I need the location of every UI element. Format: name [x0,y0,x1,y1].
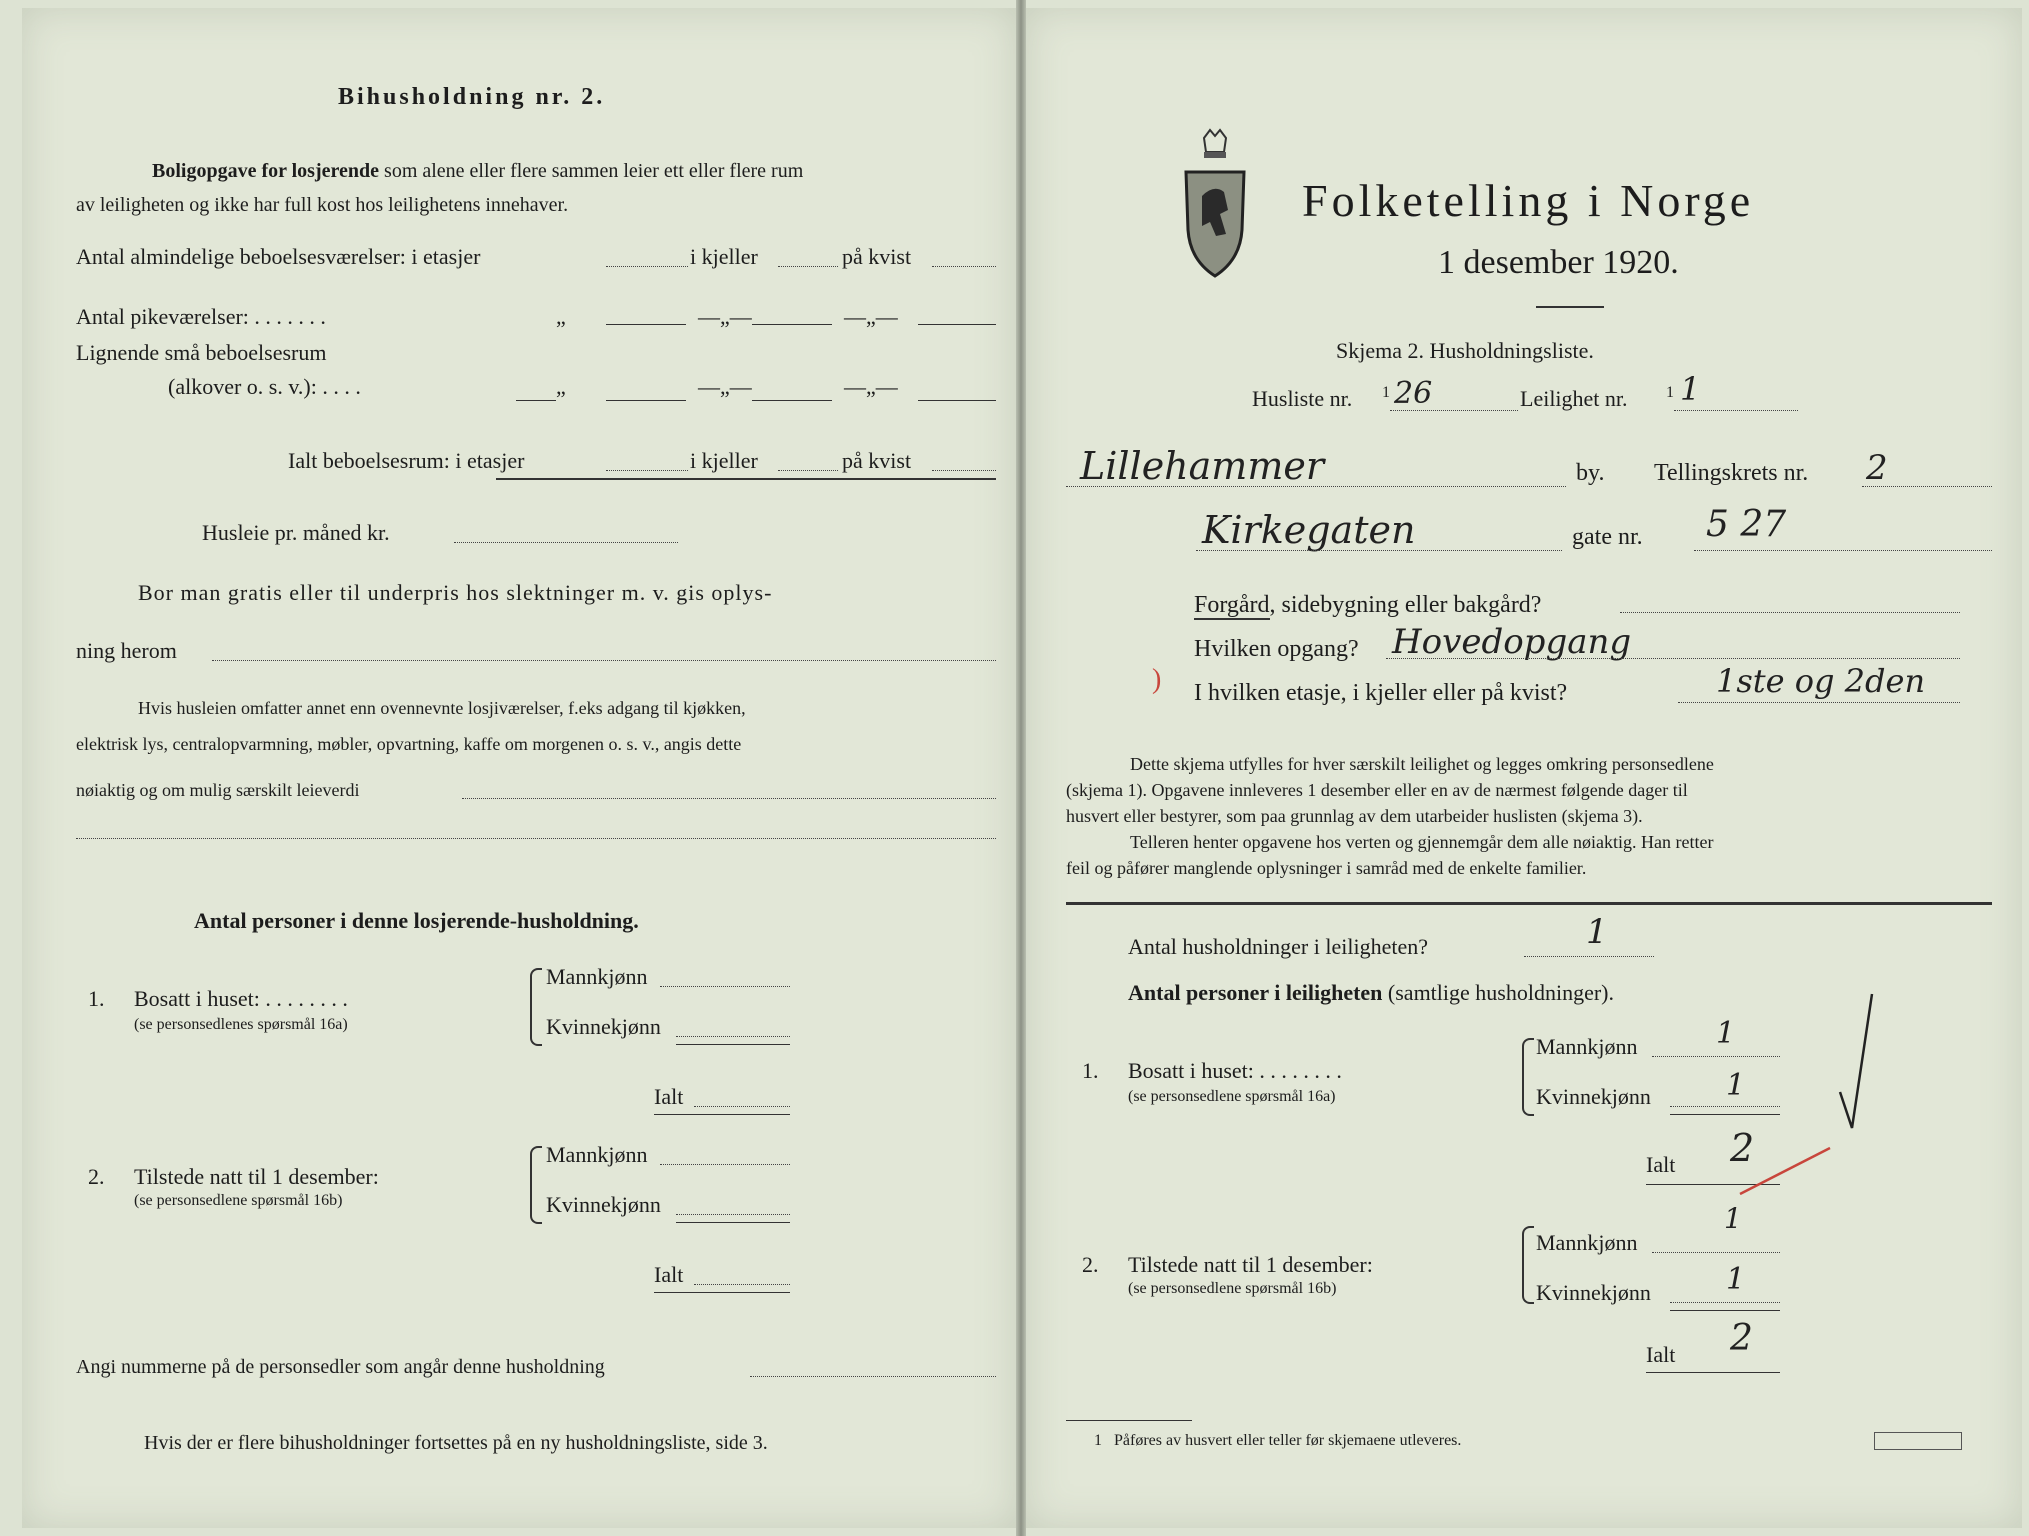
left-q1-female-field[interactable] [676,1036,790,1037]
instructions-line-4: Telleren henter opgavene hos verten og gjennemgår dem alle nøiaktig. Han retter [1130,832,1714,852]
total-etasjer-field[interactable] [606,470,688,471]
right-q1-female-field[interactable] [1670,1106,1780,1107]
right-q2-number: 2. [1082,1252,1099,1277]
left-q1-number: 1. [88,986,105,1011]
small-attic-field[interactable] [918,400,996,401]
right-q2-sub: (se personsedlene spørsmål 16b) [1128,1280,1337,1297]
right-q1-brace [1522,1038,1534,1116]
small-cellar-field[interactable] [752,400,832,401]
total-rooms-label: Ialt beboelsesrum: i etasjer [288,448,525,473]
maid-rooms-label: Antal pikeværelser: . . . . . . . [76,304,326,329]
rooms-label: Antal almindelige beboelsesværelser: i etasjer [76,244,481,269]
right-page [1026,8,2022,1528]
entrance-label: Hvilken opgang? [1194,636,1359,662]
total-underline [496,478,996,480]
red-correction-mark [1736,1142,1836,1202]
footnote-number: 1 [1094,1432,1102,1449]
yard-underline-mark [1194,618,1270,620]
right-q1-sum-line [1670,1114,1780,1115]
left-q1-male-field[interactable] [660,986,790,987]
footnote-mark: 1 [1666,384,1674,401]
right-q1-label: Bosatt i huset: . . . . . . . . [1128,1058,1342,1083]
ditto-mark: „ [556,374,566,399]
right-q2-total-value: 2 [1730,1318,1753,1359]
small-rooms-lead [516,400,556,401]
instructions-line-2: (skjema 1). Opgavene innleveres 1 desember eller en av de nærmest følgende dager til [1066,780,1688,800]
right-q1-male-field[interactable] [1652,1056,1780,1057]
continue-note: Hvis der er flere bihusholdninger fortsettes på en ny husholdningsliste, side 3. [144,1432,768,1454]
city-value: Lillehammer [1080,444,1325,488]
left-q2-brace [530,1146,542,1224]
rent-note-1: Hvis husleien omfatter annet enn ovennevnte losjiværelser, f.eks adgang til kjøkken, [138,698,746,718]
leilighet-label: Leilighet nr. [1520,386,1628,411]
check-mark-icon [1836,988,1876,1138]
husliste-label: Husliste nr. [1252,386,1353,411]
ditto-dash: —„— [698,304,752,329]
ditto-dash: —„— [844,304,898,329]
rent-note-3: nøiaktig og om mulig særskilt leieverdi [76,780,360,800]
rent-field[interactable] [454,542,678,543]
left-q2-total-field[interactable] [694,1284,790,1285]
floor-label: I hvilken etasje, i kjeller eller på kvist? [1194,680,1568,706]
instructions-line-1: Dette skjema utfylles for hver særskilt leilighet og legges omkring personsedlene [1130,754,1714,774]
ditto-mark: „ [556,304,566,329]
maid-attic-field[interactable] [918,324,996,325]
numbers-field[interactable] [750,1376,996,1377]
krets-label: Tellingskrets nr. [1654,460,1809,486]
street-value: Kirkegaten [1202,508,1416,552]
floor-value: 1ste og 2den [1716,662,1926,700]
instructions-rule [1066,902,1992,905]
households-value: 1 [1586,912,1608,952]
rent-value-field[interactable] [462,798,996,799]
left-q2-female-field[interactable] [676,1214,790,1215]
footnote-rule [1066,1420,1192,1421]
right-title: Folketelling i Norge [1302,175,1755,226]
left-page [22,8,1016,1528]
intro-line-2: av leiligheten og ikke har full kost hos leilighetens innehaver. [76,194,569,216]
red-tick-mark: ) [1152,664,1162,695]
left-q2-sub: (se personsedlene spørsmål 16b) [134,1192,343,1209]
numbers-label: Angi nummerne på de personsedler som angår denne husholdning [76,1356,605,1378]
street-field[interactable] [1196,550,1562,551]
right-q1-male-value: 1 [1716,1016,1736,1051]
households-label: Antal husholdninger i leiligheten? [1128,934,1428,959]
rooms-attic-label: på kvist [842,244,912,269]
left-q1-sum-line [676,1044,790,1045]
left-q2-total-label: Ialt [654,1262,684,1287]
husliste-field[interactable] [1390,410,1518,411]
right-q1-male-label: Mannkjønn [1536,1034,1638,1059]
left-title: Bihusholdning nr. 2. [338,84,606,110]
gate-value: 5 27 [1706,504,1787,545]
rooms-attic-field[interactable] [932,266,996,267]
left-q2-female-label: Kvinnekjønn [546,1192,661,1217]
right-q1-female-label: Kvinnekjønn [1536,1084,1651,1109]
free-text-1: Bor man gratis eller til underpris hos slektninger m. v. gis oplys- [138,580,773,605]
left-q1-total-label: Ialt [654,1084,684,1109]
footnote-mark: 1 [1382,384,1390,401]
leilighet-field[interactable] [1674,410,1798,411]
left-q1-male-label: Mannkjønn [546,964,648,989]
total-cellar-field[interactable] [778,470,838,471]
right-q2-male-value: 1 [1724,1202,1742,1235]
rent-label: Husleie pr. måned kr. [202,520,390,545]
krets-field[interactable] [1862,486,1992,487]
free-field[interactable] [212,660,996,661]
footnote-text: Påføres av husvert eller teller før skjemaene utleveres. [1114,1432,1462,1449]
right-q2-label: Tilstede natt til 1 desember: [1128,1252,1373,1277]
entrance-field[interactable] [1386,658,1960,659]
households-field[interactable] [1524,956,1654,957]
small-etasjer-field[interactable] [606,400,686,401]
left-q1-brace [530,968,542,1046]
left-q1-sub: (se personsedlenes spørsmål 16a) [134,1016,348,1033]
small-rooms-label-2: (alkover o. s. v.): . . . . [168,374,361,399]
right-q2-sum-line [1670,1310,1780,1311]
right-q1-total-label: Ialt [1646,1152,1676,1177]
rooms-cellar-field[interactable] [778,266,838,267]
right-q1-number: 1. [1082,1058,1099,1083]
left-q2-label: Tilstede natt til 1 desember: [134,1164,379,1189]
left-persons-heading: Antal personer i denne losjerende-husholdning. [194,908,639,933]
right-q2-total-label: Ialt [1646,1342,1676,1367]
maid-etasjer-field[interactable] [606,324,686,325]
leilighet-value: 1 [1680,370,1701,408]
total-attic-label: på kvist [842,448,912,473]
gate-label: gate nr. [1572,524,1643,550]
left-q1-female-label: Kvinnekjønn [546,1014,661,1039]
left-q2-male-label: Mannkjønn [546,1142,648,1167]
title-rule [1536,306,1604,308]
rooms-etasjer-field[interactable] [606,266,688,267]
free-text-2: ning herom [76,638,177,663]
printer-stamp [1874,1432,1962,1450]
total-attic-field[interactable] [932,470,996,471]
gate-field[interactable] [1694,550,1992,551]
left-q2-male-field[interactable] [660,1164,790,1165]
krets-value: 2 [1866,448,1888,488]
schema-label: Skjema 2. Husholdningsliste. [1336,338,1594,363]
intro-line-1: Boligopgave for losjerende som alene eller flere sammen leier ett eller flere rum [152,160,804,182]
right-q2-male-label: Mannkjønn [1536,1230,1638,1255]
rent-extra-field[interactable] [76,838,996,839]
right-q1-sub: (se personsedlene spørsmål 16a) [1128,1088,1336,1105]
maid-cellar-field[interactable] [752,324,832,325]
ditto-dash: —„— [844,374,898,399]
left-q1-label: Bosatt i huset: . . . . . . . . [134,986,348,1011]
rooms-cellar-label: i kjeller [690,244,758,269]
right-q2-female-label: Kvinnekjønn [1536,1280,1651,1305]
left-q1-total-field[interactable] [694,1106,790,1107]
left-q2-total-underline [654,1292,790,1293]
right-persons-heading: Antal personer i leiligheten (samtlige husholdninger). [1128,980,1614,1005]
left-q2-number: 2. [88,1164,105,1189]
city-field[interactable] [1066,486,1566,487]
page-fold [1016,0,1026,1536]
entrance-value: Hovedopgang [1392,622,1632,662]
right-q2-male-field[interactable] [1652,1252,1780,1253]
left-q1-total-underline [654,1114,790,1115]
right-q2-female-field[interactable] [1670,1302,1780,1303]
right-q2-brace [1522,1226,1534,1304]
yard-field[interactable] [1620,612,1960,613]
right-q1-female-value: 1 [1726,1068,1746,1103]
total-cellar-label: i kjeller [690,448,758,473]
instructions-line-5: feil og påfører manglende oplysninger i samråd med de enkelte familier. [1066,858,1587,878]
small-rooms-label-1: Lignende små beboelsesrum [76,340,327,365]
right-q2-total-underline [1646,1372,1780,1373]
instructions-line-3: husvert eller bestyrer, som paa grunnlag av dem utarbeider huslisten (skjema 3). [1066,806,1643,826]
right-q2-female-value: 1 [1726,1262,1746,1297]
floor-field[interactable] [1678,702,1960,703]
by-label: by. [1576,460,1605,486]
rent-note-2: elektrisk lys, centralopvarmning, møbler, opvartning, kaffe om morgenen o. s. v., angis dette [76,734,742,754]
right-q1-total-value: 2 [1730,1126,1755,1170]
left-q2-sum-line [676,1222,790,1223]
ditto-dash: —„— [698,374,752,399]
census-date: 1 desember 1920. [1438,244,1679,281]
coat-of-arms-icon [1180,126,1250,280]
yard-label: Forgård, sidebygning eller bakgård? [1194,592,1542,618]
husliste-value: 26 [1394,376,1433,411]
